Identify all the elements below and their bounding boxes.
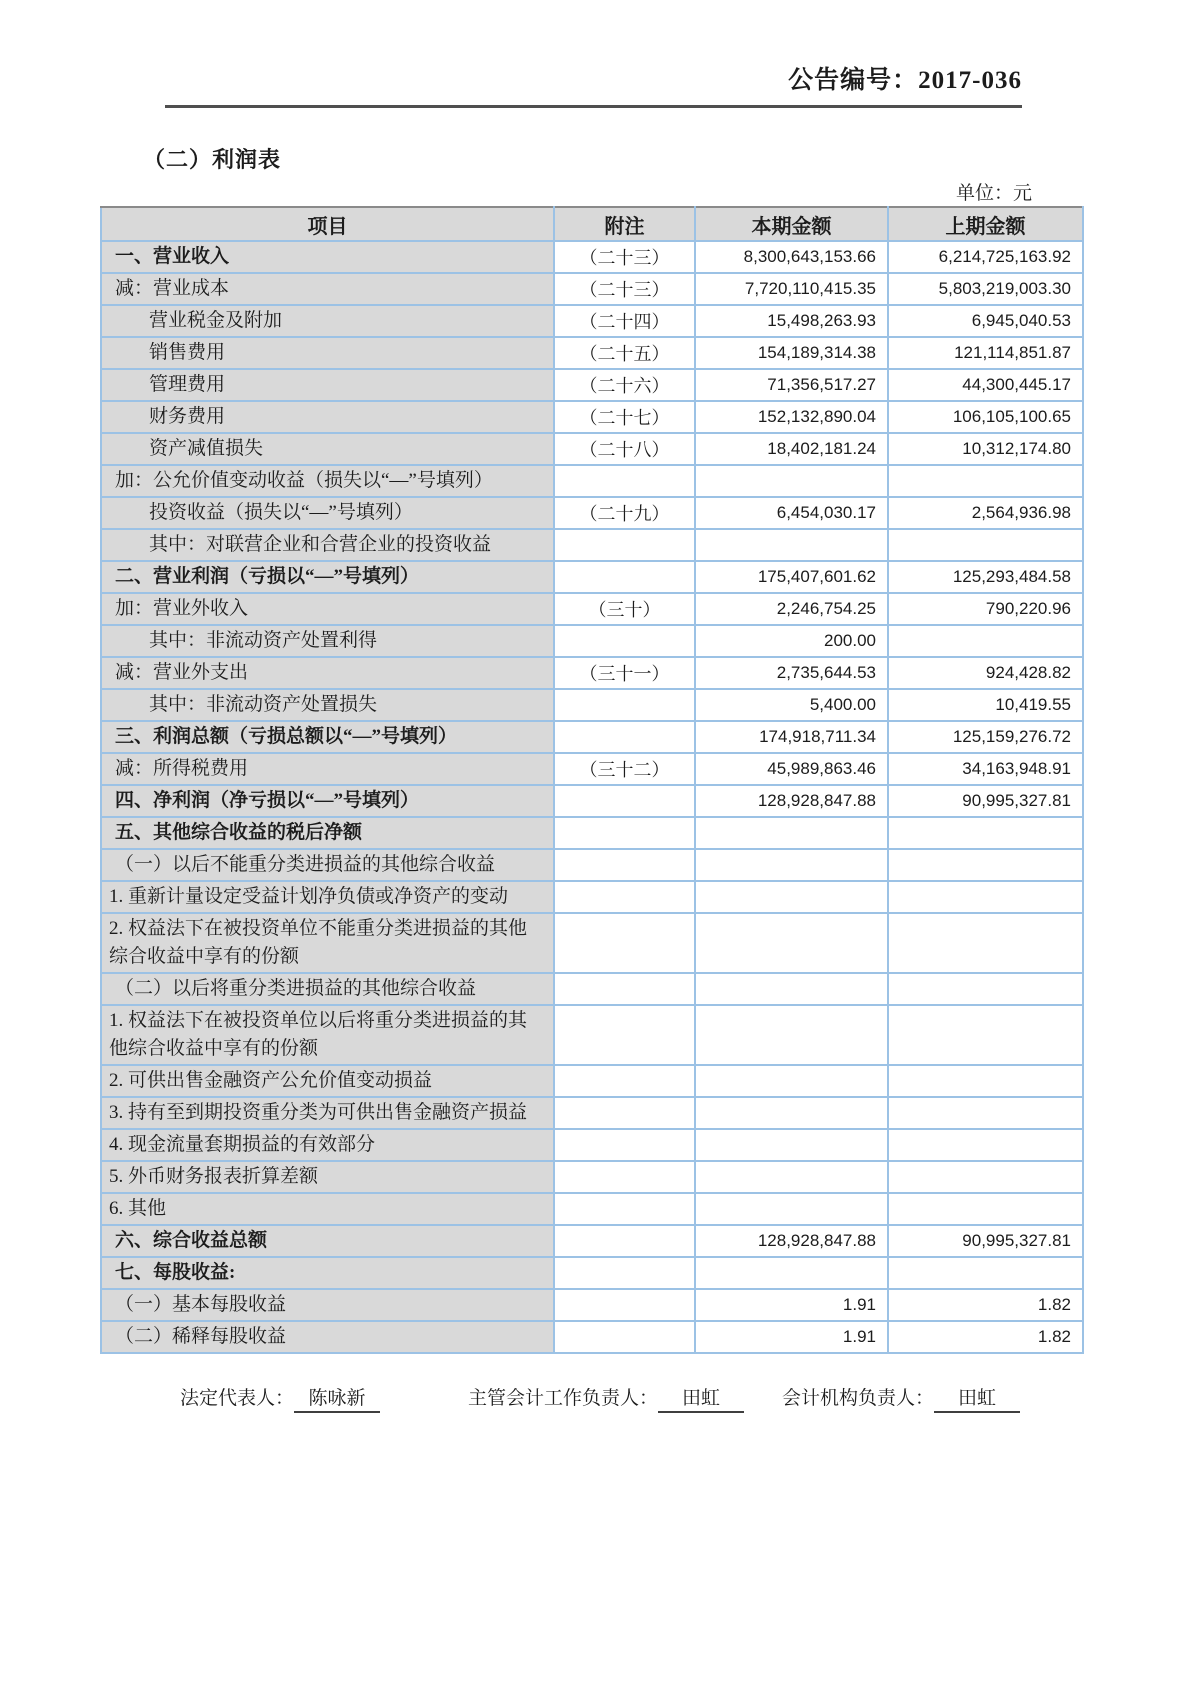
column-header-item: 项目 [101,207,554,241]
row-item-label: 财务费用 [101,401,554,433]
row-note [554,529,695,561]
row-current-amount: 45,989,863.46 [695,753,888,785]
row-current-amount [695,1065,888,1097]
row-note: （三十一） [554,657,695,689]
row-current-amount [695,1161,888,1193]
table-row [101,529,1083,561]
row-prior-amount: 1.82 [888,1321,1083,1353]
row-item-label: 七、每股收益: [101,1257,554,1289]
table-row [101,273,1083,305]
row-note: （三十） [554,593,695,625]
row-note [554,1289,695,1321]
row-prior-amount: 125,293,484.58 [888,561,1083,593]
row-current-amount: 6,454,030.17 [695,497,888,529]
row-current-amount [695,1257,888,1289]
row-note [554,881,695,913]
row-item-label: 减：营业外支出 [101,657,554,689]
row-current-amount: 15,498,263.93 [695,305,888,337]
row-prior-amount: 121,114,851.87 [888,337,1083,369]
row-prior-amount: 10,419.55 [888,689,1083,721]
row-prior-amount [888,1161,1083,1193]
row-item-label: 销售费用 [101,337,554,369]
table-row [101,881,1083,913]
signature-label: 主管会计工作负责人： [468,1388,659,1409]
table-row [101,817,1083,849]
table-row [101,1225,1083,1257]
row-current-amount [695,849,888,881]
table-row [101,305,1083,337]
row-note [554,465,695,497]
row-prior-amount: 6,214,725,163.92 [888,241,1083,273]
row-prior-amount: 790,220.96 [888,593,1083,625]
row-prior-amount [888,465,1083,497]
row-item-label: 一、营业收入 [101,241,554,273]
row-note [554,689,695,721]
row-item-label: 二、营业利润（亏损以“—”号填列） [101,561,554,593]
row-item-label: 其中：对联营企业和合营企业的投资收益 [101,529,554,561]
row-note [554,1257,695,1289]
table-row [101,369,1083,401]
row-note [554,849,695,881]
row-prior-amount: 924,428.82 [888,657,1083,689]
row-current-amount: 175,407,601.62 [695,561,888,593]
row-note [554,1161,695,1193]
signature-name: 田虹 [934,1383,1020,1413]
row-item-label: 1. 权益法下在被投资单位以后将重分类进损益的其他综合收益中享有的份额 [101,1005,554,1065]
row-prior-amount: 34,163,948.91 [888,753,1083,785]
table-row [101,1193,1083,1225]
table-row [101,593,1083,625]
signature-group [468,1383,744,1413]
row-item-label: 减：营业成本 [101,273,554,305]
row-prior-amount [888,1193,1083,1225]
row-prior-amount: 90,995,327.81 [888,785,1083,817]
row-current-amount: 1.91 [695,1321,888,1353]
column-header-current-period: 本期金额 [695,207,888,241]
row-current-amount: 2,246,754.25 [695,593,888,625]
row-note [554,1129,695,1161]
table-row [101,241,1083,273]
row-note: （二十八） [554,433,695,465]
row-prior-amount: 125,159,276.72 [888,721,1083,753]
signature-label: 会计机构负责人： [782,1388,935,1409]
row-note [554,561,695,593]
row-item-label: 管理费用 [101,369,554,401]
row-item-label: 3. 持有至到期投资重分类为可供出售金融资产损益 [101,1097,554,1129]
table-row [101,465,1083,497]
table-row [101,1161,1083,1193]
row-note: （二十三） [554,241,695,273]
row-prior-amount: 90,995,327.81 [888,1225,1083,1257]
table-row [101,785,1083,817]
row-prior-amount [888,913,1083,973]
row-prior-amount: 2,564,936.98 [888,497,1083,529]
row-current-amount: 8,300,643,153.66 [695,241,888,273]
signature-label: 法定代表人： [180,1388,295,1409]
row-prior-amount [888,1257,1083,1289]
table-row [101,689,1083,721]
row-current-amount: 1.91 [695,1289,888,1321]
table-row [101,657,1083,689]
table-row [101,625,1083,657]
row-prior-amount: 5,803,219,003.30 [888,273,1083,305]
row-prior-amount [888,1129,1083,1161]
row-prior-amount [888,1065,1083,1097]
table-header-row [101,207,1083,241]
row-prior-amount: 1.82 [888,1289,1083,1321]
row-current-amount: 128,928,847.88 [695,1225,888,1257]
table-row [101,913,1083,973]
row-current-amount [695,1129,888,1161]
row-item-label: 加：公允价值变动收益（损失以“—”号填列） [101,465,554,497]
row-note: （二十五） [554,337,695,369]
row-current-amount [695,881,888,913]
table-row [101,561,1083,593]
column-header-prior-period: 上期金额 [888,207,1083,241]
row-current-amount [695,465,888,497]
row-item-label: 1. 重新计量设定受益计划净负债或净资产的变动 [101,881,554,913]
row-current-amount: 7,720,110,415.35 [695,273,888,305]
row-note [554,625,695,657]
row-prior-amount [888,973,1083,1005]
row-current-amount: 200.00 [695,625,888,657]
row-prior-amount [888,529,1083,561]
table-row [101,401,1083,433]
row-current-amount [695,973,888,1005]
row-prior-amount: 44,300,445.17 [888,369,1083,401]
row-item-label: 2. 权益法下在被投资单位不能重分类进损益的其他综合收益中享有的份额 [101,913,554,973]
row-prior-amount [888,1005,1083,1065]
row-item-label: 三、利润总额（亏损总额以“—”号填列） [101,721,554,753]
row-note [554,785,695,817]
row-prior-amount: 6,945,040.53 [888,305,1083,337]
table-row [101,1097,1083,1129]
row-current-amount [695,1097,888,1129]
table-row [101,433,1083,465]
table-row [101,1065,1083,1097]
table-row [101,753,1083,785]
row-note [554,1321,695,1353]
row-item-label: 加：营业外收入 [101,593,554,625]
row-note [554,817,695,849]
row-item-label: 营业税金及附加 [101,305,554,337]
row-note: （二十九） [554,497,695,529]
announcement-number: 公告编号：2017-036 [165,60,1022,108]
table-row [101,973,1083,1005]
row-item-label: 五、其他综合收益的税后净额 [101,817,554,849]
table-row [101,337,1083,369]
row-current-amount: 152,132,890.04 [695,401,888,433]
row-prior-amount [888,849,1083,881]
row-note: （二十四） [554,305,695,337]
page-title: （二）利润表 [143,147,282,172]
table-row [101,721,1083,753]
row-note [554,1193,695,1225]
row-item-label: 资产减值损失 [101,433,554,465]
row-item-label: 减：所得税费用 [101,753,554,785]
table-row [101,1129,1083,1161]
row-current-amount [695,913,888,973]
row-note: （三十二） [554,753,695,785]
signature-name: 田虹 [658,1383,744,1413]
row-note [554,721,695,753]
row-note [554,1005,695,1065]
income-statement-table [100,206,1084,1354]
row-current-amount: 18,402,181.24 [695,433,888,465]
row-prior-amount [888,881,1083,913]
row-item-label: （一）基本每股收益 [101,1289,554,1321]
row-item-label: 其中：非流动资产处置损失 [101,689,554,721]
table-row [101,849,1083,881]
row-current-amount [695,1005,888,1065]
row-current-amount: 71,356,517.27 [695,369,888,401]
table-row [101,1321,1083,1353]
row-current-amount [695,817,888,849]
table-row [101,1257,1083,1289]
row-note [554,1097,695,1129]
row-item-label: 2. 可供出售金融资产公允价值变动损益 [101,1065,554,1097]
row-note: （二十六） [554,369,695,401]
row-item-label: （一）以后不能重分类进损益的其他综合收益 [101,849,554,881]
row-item-label: 4. 现金流量套期损益的有效部分 [101,1129,554,1161]
table-row [101,1005,1083,1065]
unit-label: 单位：元 [955,183,1032,204]
signature-name: 陈咏新 [294,1383,380,1413]
table-body [101,241,1083,1353]
row-note [554,913,695,973]
row-prior-amount: 10,312,174.80 [888,433,1083,465]
row-prior-amount [888,1097,1083,1129]
row-current-amount: 174,918,711.34 [695,721,888,753]
row-note [554,973,695,1005]
signature-group [180,1383,380,1413]
row-note [554,1225,695,1257]
row-current-amount: 154,189,314.38 [695,337,888,369]
row-note [554,1065,695,1097]
row-current-amount [695,1193,888,1225]
row-item-label: （二）以后将重分类进损益的其他综合收益 [101,973,554,1005]
row-current-amount: 5,400.00 [695,689,888,721]
row-note: （二十七） [554,401,695,433]
row-item-label: 投资收益（损失以“—”号填列） [101,497,554,529]
row-item-label: 六、综合收益总额 [101,1225,554,1257]
column-header-note: 附注 [554,207,695,241]
row-note: （二十三） [554,273,695,305]
table-row [101,497,1083,529]
row-item-label: （二）稀释每股收益 [101,1321,554,1353]
row-item-label: 四、净利润（净亏损以“—”号填列） [101,785,554,817]
row-item-label: 其中：非流动资产处置利得 [101,625,554,657]
row-current-amount [695,529,888,561]
row-item-label: 6. 其他 [101,1193,554,1225]
signature-group [782,1383,1020,1413]
row-current-amount: 2,735,644.53 [695,657,888,689]
row-prior-amount [888,625,1083,657]
row-current-amount: 128,928,847.88 [695,785,888,817]
table-row [101,1289,1083,1321]
row-item-label: 5. 外币财务报表折算差额 [101,1161,554,1193]
row-prior-amount: 106,105,100.65 [888,401,1083,433]
row-prior-amount [888,817,1083,849]
